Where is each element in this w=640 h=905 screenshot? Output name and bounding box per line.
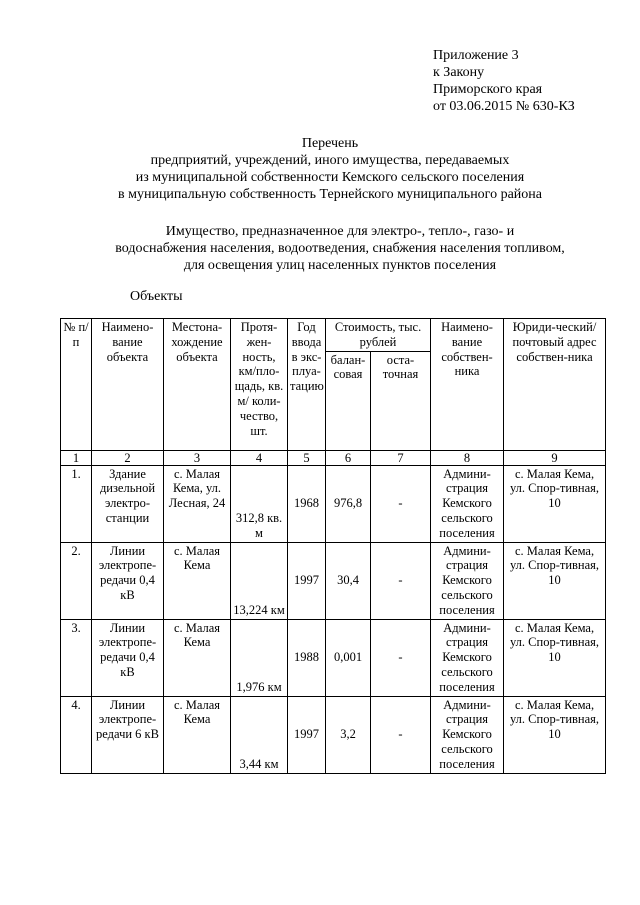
table-row xyxy=(61,465,606,542)
header-length: Протя-жен-ность, км/пло-щадь, кв. м/ коли-чество, шт. xyxy=(231,319,288,451)
cell-length: 1,976 км xyxy=(231,619,288,696)
cell-name: Здание дизельной электро-станции xyxy=(92,465,164,542)
header-location: Местона-хождение объекта xyxy=(164,319,231,451)
column-number: 2 xyxy=(92,450,164,465)
header-name: Наимено-вание объекта xyxy=(92,319,164,451)
column-number: 8 xyxy=(431,450,504,465)
cell-balance: 0,001 xyxy=(326,619,371,696)
cell-num: 1. xyxy=(61,465,92,542)
cell-length: 3,44 км xyxy=(231,696,288,773)
cell-balance: 3,2 xyxy=(326,696,371,773)
cell-address: с. Малая Кема, ул. Спор-тивная, 10 xyxy=(504,465,606,542)
table-row xyxy=(61,542,606,619)
cell-owner: Админи-страция Кемского сельского поселения xyxy=(431,465,504,542)
cell-balance: 976,8 xyxy=(326,465,371,542)
header-cost: Стоимость, тыс. рублей xyxy=(326,319,431,352)
title-line: предприятий, учреждений, иного имущества, передаваемых xyxy=(150,153,510,168)
cell-location: с. Малая Кема xyxy=(164,619,231,696)
cell-balance: 30,4 xyxy=(326,542,371,619)
cell-address: с. Малая Кема, ул. Спор-тивная, 10 xyxy=(504,619,606,696)
column-number: 4 xyxy=(231,450,288,465)
header-num: № п/п xyxy=(61,319,92,451)
subtitle-line: Имущество, предназначенное для электро-, тепло-, газо- и xyxy=(165,224,515,239)
cell-residual: - xyxy=(371,465,431,542)
table-row xyxy=(61,619,606,696)
subtitle-line: водоснабжения населения, водоотведения, снабжения населения топливом, xyxy=(115,241,565,256)
cell-year: 1968 xyxy=(288,465,326,542)
title-line: из муниципальной собственности Кемского сельского поселения xyxy=(135,170,525,185)
cell-owner: Админи-страция Кемского сельского поселения xyxy=(431,619,504,696)
cell-owner: Админи-страция Кемского сельского поселения xyxy=(431,542,504,619)
column-number: 3 xyxy=(164,450,231,465)
header-owner: Наимено-вание собствен-ника xyxy=(431,319,504,451)
header-year: Год ввода в экс-плуа-тацию xyxy=(288,319,326,451)
section-label: Объекты xyxy=(130,289,183,304)
appendix-line: Приморского края xyxy=(433,82,543,97)
subtitle-line: для освещения улиц населенных пунктов поселения xyxy=(183,258,497,273)
cell-residual: - xyxy=(371,696,431,773)
title-line: Перечень xyxy=(301,136,359,151)
cell-location: с. Малая Кема, ул. Лесная, 24 xyxy=(164,465,231,542)
cell-num: 4. xyxy=(61,696,92,773)
header-cost-balance: балан-совая xyxy=(326,351,371,450)
cell-residual: - xyxy=(371,619,431,696)
cell-address: с. Малая Кема, ул. Спор-тивная, 10 xyxy=(504,696,606,773)
cell-location: с. Малая Кема xyxy=(164,696,231,773)
cell-name: Линии электропе-редачи 0,4 кВ xyxy=(92,619,164,696)
appendix-line: от 03.06.2015 № 630-КЗ xyxy=(433,99,575,114)
appendix-note xyxy=(433,47,575,115)
column-number: 9 xyxy=(504,450,606,465)
cell-owner: Админи-страция Кемского сельского поселения xyxy=(431,696,504,773)
header-cost-residual: оста-точная xyxy=(371,351,431,450)
cell-year: 1997 xyxy=(288,696,326,773)
appendix-line: к Закону xyxy=(433,65,485,80)
cell-year: 1997 xyxy=(288,542,326,619)
document-subtitle xyxy=(60,223,620,274)
cell-residual: - xyxy=(371,542,431,619)
cell-location: с. Малая Кема xyxy=(164,542,231,619)
header-address: Юриди-ческий/ почтовый адрес собствен-ника xyxy=(504,319,606,451)
cell-num: 3. xyxy=(61,619,92,696)
appendix-line: Приложение 3 xyxy=(433,48,519,63)
column-number: 1 xyxy=(61,450,92,465)
assets-table xyxy=(60,318,606,774)
title-line: в муниципальную собственность Тернейского муниципального района xyxy=(117,187,542,202)
cell-name: Линии электропе-редачи 0,4 кВ xyxy=(92,542,164,619)
cell-address: с. Малая Кема, ул. Спор-тивная, 10 xyxy=(504,542,606,619)
column-number-row xyxy=(61,450,606,465)
cell-num: 2. xyxy=(61,542,92,619)
cell-name: Линии электропе-редачи 6 кВ xyxy=(92,696,164,773)
column-number: 5 xyxy=(288,450,326,465)
cell-length: 312,8 кв. м xyxy=(231,465,288,542)
cell-year: 1988 xyxy=(288,619,326,696)
document-title xyxy=(60,135,600,203)
cell-length: 13,224 км xyxy=(231,542,288,619)
column-number: 6 xyxy=(326,450,371,465)
table-row xyxy=(61,696,606,773)
column-number: 7 xyxy=(371,450,431,465)
